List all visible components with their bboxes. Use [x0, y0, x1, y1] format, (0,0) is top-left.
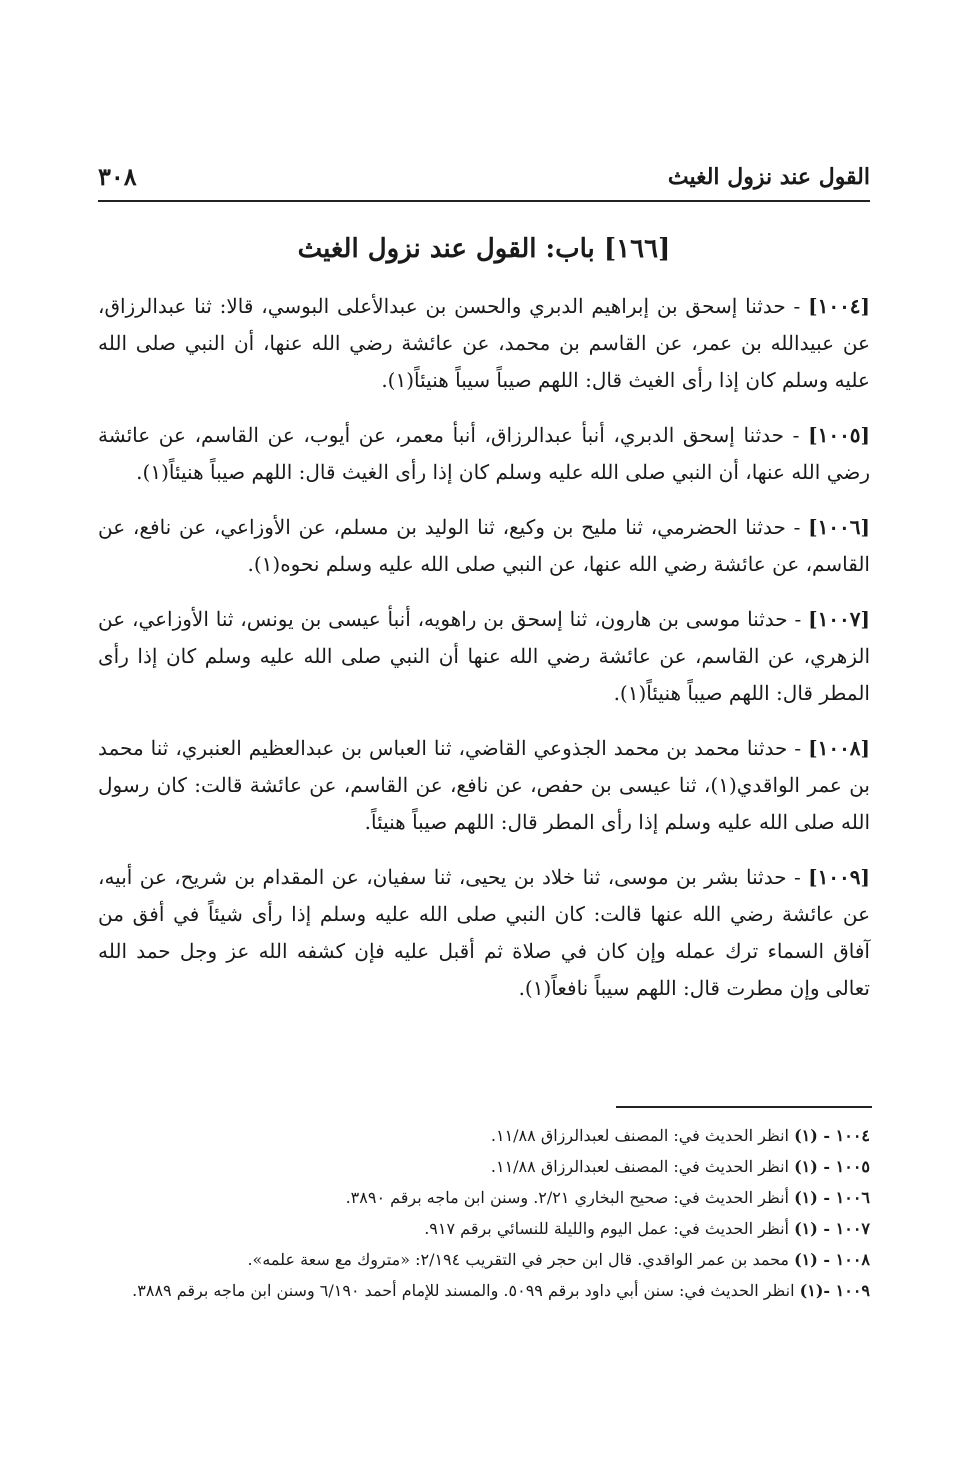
hadith-list: [98, 288, 870, 1025]
running-header: [98, 160, 870, 202]
footnote-1004: [110, 1120, 870, 1151]
hadith-1004: [98, 288, 870, 399]
running-title: القول عند نزول الغيث: [667, 164, 870, 190]
footnote-key: ١٠٠٤ - (١): [794, 1126, 870, 1145]
footnote-text: انظر الحديث في: المصنف لعبدالرزاق ١١/٨٨.: [490, 1157, 789, 1176]
footnote-text: أنظر الحديث في: عمل اليوم والليلة للنسائي برقم ٩١٧.: [424, 1219, 789, 1238]
footnote-separator: [616, 1106, 872, 1108]
hadith-text: - حدثنا محمد بن محمد الجذوعي القاضي، ثنا العباس بن عبدالعظيم العنبري، ثنا محمد بن عمر الواقدي(١)، ثنا عيسى بن حفص، عن نافع، عن القاسم، عن عائشة قالت: كان رسول الله صلى الله عليه وسلم إذا رأى المطر قال: اللهم صيباً هنيئاً.: [98, 736, 871, 834]
hadith-text: - حدثنا الحضرمي، ثنا مليح بن وكيع، ثنا الوليد بن مسلم، عن الأوزاعي، عن نافع، عن القاسم، عن عائشة رضي الله عنها، عن النبي صلى الله عليه وسلم نحوه(١).: [98, 515, 870, 576]
footnote-1005: [110, 1151, 870, 1182]
footnotes: [110, 1120, 870, 1306]
footnote-text: انظر الحديث في: المصنف لعبدالرزاق ١١/٨٨.: [490, 1126, 789, 1145]
footnote-1008: [110, 1244, 870, 1275]
hadith-text: - حدثنا إسحق بن إبراهيم الدبري والحسن بن عبدالأعلى البوسي، قالا: ثنا عبدالرزاق، عن عبيدالله بن عمر، عن القاسم بن محمد، عن عائشة رضي الله عنها، أن النبي صلى الله عليه وسلم كان إذا رأى الغيث قال: اللهم صيباً سيباً هنيئاً(١).: [98, 294, 870, 392]
hadith-number: [١٠٠٦]: [808, 515, 870, 539]
hadith-1006: [98, 509, 870, 583]
footnote-key: ١٠٠٧ - (١): [794, 1219, 870, 1238]
hadith-text: - حدثنا موسى بن هارون، ثنا إسحق بن راهويه، أنبأ عيسى بن يونس، ثنا الأوزاعي، عن الزهري، عن القاسم، عن عائشة رضي الله عنها أن النبي صلى الله عليه وسلم كان إذا رأى المطر قال: اللهم صيباً هنيئاً(١).: [98, 607, 870, 705]
footnote-text: أنظر الحديث في: صحيح البخاري ٢/٢١. وسنن ابن ماجه برقم ٣٨٩٠.: [345, 1188, 789, 1207]
hadith-number: [١٠٠٧]: [808, 607, 870, 631]
footnote-key: ١٠٠٩ -(١): [799, 1281, 870, 1300]
hadith-number: [١٠٠٤]: [808, 294, 871, 318]
footnote-key: ١٠٠٥ - (١): [794, 1157, 870, 1176]
page-number: ٣٠٨: [98, 162, 137, 191]
footnote-1007: [110, 1213, 870, 1244]
hadith-number: [١٠٠٩]: [808, 865, 870, 889]
hadith-text: - حدثنا بشر بن موسى، ثنا خلاد بن يحيى، ثنا سفيان، عن المقدام بن شريح، عن أبيه، عن عائشة رضي الله عنها قالت: كان النبي صلى الله عليه وسلم إذا رأى شيئاً في أفق من آفاق السماء ترك عمله وإن كان في صلاة ثم أقبل عليه فإن كشفه الله عز وجل حمد الله تعالى وإن مطرت قال: اللهم سيباً نافعاً(١).: [98, 865, 870, 1000]
hadith-number: [١٠٠٨]: [808, 736, 871, 760]
hadith-1005: [98, 417, 870, 491]
footnote-1006: [110, 1182, 870, 1213]
footnote-1009: [110, 1275, 870, 1306]
hadith-text: - حدثنا إسحق الدبري، أنبأ عبدالرزاق، أنبأ معمر، عن أيوب، عن القاسم، عن عائشة رضي الله عنها، أن النبي صلى الله عليه وسلم كان إذا رأى الغيث قال: اللهم صيباً هنيئاً(١).: [98, 423, 870, 484]
footnote-key: ١٠٠٦ - (١): [794, 1188, 870, 1207]
hadith-1009: [98, 859, 870, 1007]
footnote-text: انظر الحديث في: سنن أبي داود برقم ٥٠٩٩. والمسند للإمام أحمد ٦/١٩٠ وسنن ابن ماجه برقم ٣٨٨٩.: [132, 1281, 795, 1300]
hadith-1008: [98, 730, 870, 841]
footnote-key: ١٠٠٨ - (١): [794, 1250, 870, 1269]
hadith-number: [١٠٠٥]: [808, 423, 871, 447]
footnote-text: محمد بن عمر الواقدي. قال ابن حجر في التقريب ٢/١٩٤: «متروك مع سعة علمه».: [247, 1250, 789, 1269]
chapter-title: [١٦٦] باب: القول عند نزول الغيث: [297, 234, 671, 264]
hadith-1007: [98, 601, 870, 712]
